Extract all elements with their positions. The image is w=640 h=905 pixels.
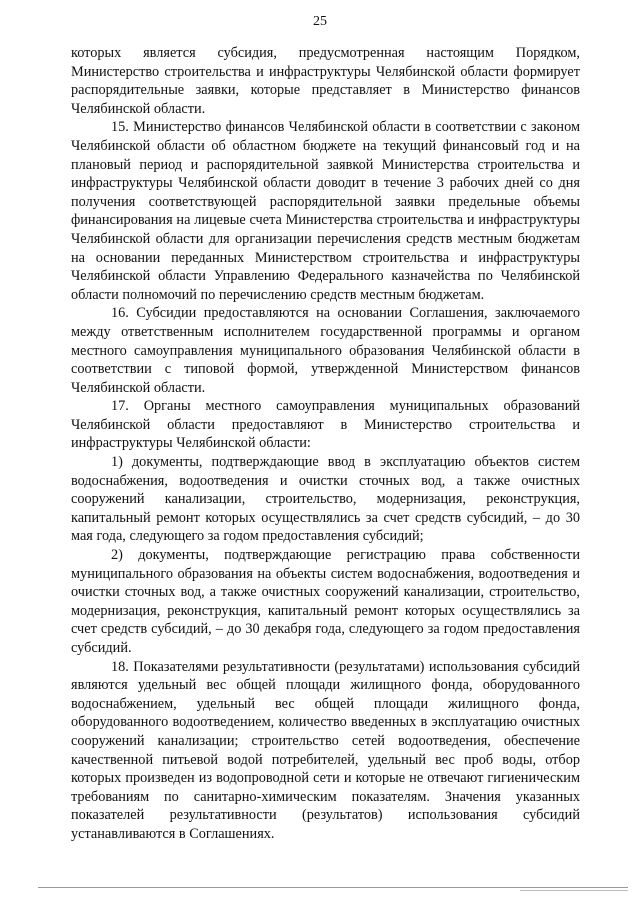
paragraph-continuation: которых является субсидия, предусмотренная настоящим Порядком, Министерство строительства и инфраструктуры Челябинской области формирует распорядительные заявки, которые представляет в Министерство финансов Челябинской области. (71, 45, 580, 117)
scan-edge-line (38, 887, 628, 888)
page-number: 25 (313, 14, 327, 29)
paragraph-15: 15. Министерство финансов Челябинской области в соответствии с законом Челябинской области об областном бюджете на текущий финансовый год и на плановый период и распорядительной заявкой Министерства строительства и инфраструктуры Челябинской области доводит в течение 3 рабочих дней со дня получения соответствующей распорядительной заявки предельные объемы финансирования на лицевые счета Министерства строительства и инфраструктуры Челябинской области для организации перечисления средств местным бюджетам на основании переданных Министерством строительства и инфраструктуры Челябинской области Управлению Федерального казначейства по Челябинской области полномочий по перечислению средств местным бюджетам. (71, 119, 580, 303)
paragraph-17-item-1: 1) документы, подтверждающие ввод в эксплуатацию объектов систем водоснабжения, водоотведения и очистки сточных вод, а также очистных сооружений канализации, строительство, модернизация, реконструкция, капитальный ремонт которых осуществлялись за счет средств субсидий, – до 30 мая года, следующего за годом предоставления субсидий; (71, 454, 580, 545)
paragraph-17-item-2: 2) документы, подтверждающие регистрацию права собственности муниципального образования на объекты систем водоснабжения, водоотведения и очистки сточных вод, а также очистных сооружений канализации, строительство, модернизация, реконструкция, капитальный ремонт которых осуществлялись за счет средств субсидий, – до 30 декабря года, следующего за годом предоставления субсидий. (71, 547, 580, 656)
scan-edge-line-secondary (520, 890, 628, 891)
paragraph-18: 18. Показателями результативности (результатами) использования субсидий являются удельный вес общей площади жилищного фонда, оборудованного водоснабжением, удельный вес общей площади жилищного фонда, оборудованного водоотведением, количество введенных в эксплуатацию очистных сооружений канализации; строительство сетей водоотведения, обеспечение качественной питьевой водой потребителей, удельный вес проб воды, отбор которых произведен из водопроводной сети и которые не отвечают гигиеническим требованиям по санитарно-химическим показателям. Значения указанных показателей результативности (результатов) использования субсидий устанавливаются в Соглашениях. (71, 658, 580, 842)
paragraph-17: 17. Органы местного самоуправления муниципальных образований Челябинской области предоставляют в Министерство строительства и инфраструктуры Челябинской области: (71, 398, 580, 452)
document-body (71, 44, 580, 844)
paragraph-16: 16. Субсидии предоставляются на основании Соглашения, заключаемого между ответственным исполнителем государственной программы и органом местного самоуправления муниципального образования Челябинской области в соответствии с типовой формой, утвержденной Министерством финансов Челябинской области. (71, 305, 580, 396)
